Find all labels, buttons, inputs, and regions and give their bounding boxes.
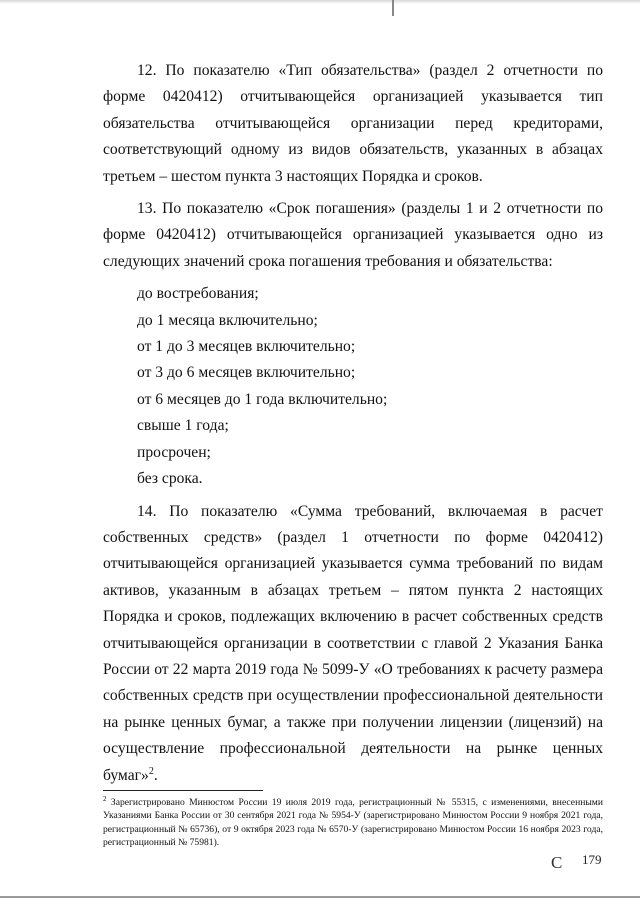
- paragraph-12: 12. По показателю «Тип обязательства» (раздел 2 отчетности по форме 0420412) отчитывающейся организацией указывается тип обязательства отчитывающейся организации перед кредиторами, соответствующий одному из видов обязательств, указанных в абзацах третьем – шестом пункта 3 настоящих Порядка и сроков.: [103, 62, 603, 185]
- paragraph-13: 13. По показателю «Срок погашения» (разделы 1 и 2 отчетности по форме 0420412) отчитывающейся организацией указывается одно из следующих значений срока погашения требования и обязательства:: [103, 200, 603, 270]
- footnote-divider: [103, 790, 263, 791]
- paragraph-14-text: 14. По показателю «Сумма требований, включаемая в расчет собственных средств» (раздел 1 отчетности по форме 0420412) отчитывающейся организацией указывается сумма требований по видам активов, указанным в абзацах третьем – пятом пункта 2 настоящих Порядка и сроков, подлежащих включению в расчет собственных средств отчитывающейся организации в соответствии с главой 2 Указания Банка России от 22 марта 2019 года № 5099-У «О требованиях к расчету размера собственных средств при осуществлении профессиональной деятельности на рынке ценных бумаг, а также при получении лицензии (лицензий) на осуществление профессиональной деятельности на рынке ценных бумаг»: [103, 502, 603, 784]
- term-item: до 1 месяца включительно;: [137, 311, 318, 329]
- paragraph-14: [103, 499, 603, 789]
- term-item: свыше 1 года;: [137, 417, 229, 435]
- term-item: просрочен;: [137, 443, 211, 461]
- scan-top-mark: [392, 0, 394, 16]
- scan-bottom-edge: [0, 896, 640, 898]
- term-item: от 6 месяцев до 1 года включительно;: [137, 390, 388, 408]
- paragraph-14-end: .: [153, 766, 158, 784]
- footnote-reference[interactable]: 2: [148, 765, 154, 777]
- page-number: 179: [582, 852, 602, 867]
- term-item: до востребования;: [137, 285, 259, 303]
- term-item: от 1 до 3 месяцев включительно;: [137, 338, 356, 356]
- footnote-marker: 2: [103, 794, 107, 803]
- scan-top-edge: [0, 0, 640, 4]
- footnote: [103, 796, 603, 850]
- footnote-text: Зарегистрировано Минюстом России 19 июля 2019 года, регистрационный № 55315, с изменениями, внесенными Указаниями Банка России от 30 сентября 2021 года № 5954-У (зарегистрировано Минюстом России 9 ноября 2021 года, регистрационный № 65736), от 9 октября 2023 года № 6570-У (зарегистрировано Минюстом России 16 ноября 2023 года, регистрационный № 75981).: [103, 797, 603, 849]
- term-item: от 3 до 6 месяцев включительно;: [137, 364, 356, 382]
- body-text: [103, 58, 603, 789]
- term-item: без срока.: [137, 470, 203, 488]
- stamp-mark: С: [551, 853, 563, 872]
